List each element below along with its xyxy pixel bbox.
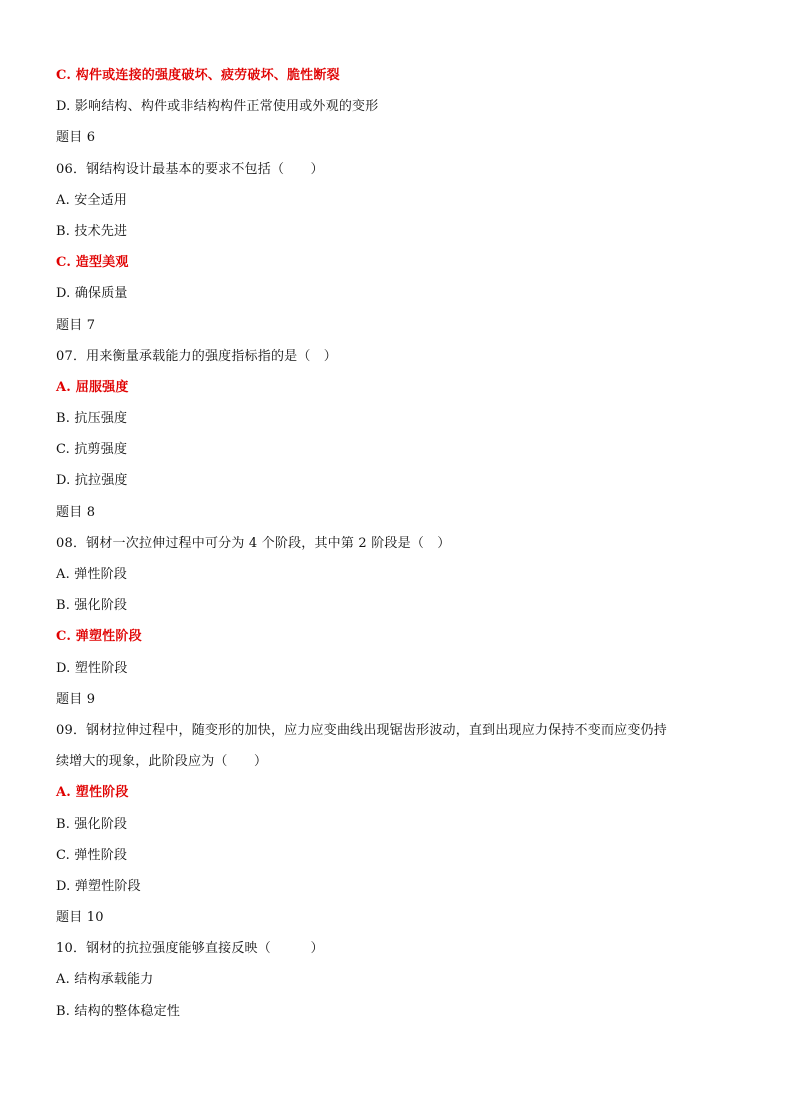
question-text: 10．钢材的抗拉强度能够直接反映（ ）: [56, 941, 324, 957]
option-line: B. 结构的整体稳定性: [56, 1003, 181, 1019]
answer-line: A. 屈服强度: [56, 379, 129, 395]
question-number: 题目 8: [56, 504, 96, 520]
answer-line: C. 造型美观: [56, 255, 129, 271]
option-line: C. 抗剪强度: [56, 442, 128, 458]
answer-line: C. 弹塑性阶段: [56, 629, 142, 645]
option-line: D. 塑性阶段: [56, 660, 128, 676]
question-number: 题目 9: [56, 691, 96, 707]
option-line: A. 弹性阶段: [56, 567, 128, 582]
option-line: B. 强化阶段: [56, 598, 128, 614]
option-line: A. 安全适用: [56, 192, 128, 208]
option-line: A. 结构承载能力: [56, 972, 154, 988]
question-number: 题目 6: [56, 130, 96, 146]
question-text: 07．用来衡量承载能力的强度指标指的是（ ）: [56, 348, 337, 364]
option-line: B. 强化阶段: [56, 816, 128, 832]
question-number: 题目 10: [56, 910, 104, 926]
option-line: B. 抗压强度: [56, 411, 128, 427]
document-page: [56, 60, 746, 1027]
option-line: C. 弹性阶段: [56, 847, 128, 863]
question-text: 08．钢材一次拉伸过程中可分为 4 个阶段，其中第 2 阶段是（ ）: [56, 535, 451, 551]
answer-line: A. 塑性阶段: [56, 785, 129, 801]
question-text: 06．钢结构设计最基本的要求不包括（ ）: [56, 161, 324, 177]
question-text-continued: 续增大的现象，此阶段应为（ ）: [56, 754, 268, 770]
option-line: D. 弹塑性阶段: [56, 878, 141, 894]
question-number: 题目 7: [56, 317, 96, 333]
option-line: D. 影响结构、构件或非结构构件正常使用或外观的变形: [56, 99, 379, 115]
answer-line: C. 构件或连接的强度破坏、疲劳破坏、脆性断裂: [56, 68, 340, 83]
option-line: D. 确保质量: [56, 286, 128, 302]
option-line: D. 抗拉强度: [56, 473, 128, 489]
question-text: 09．钢材拉伸过程中，随变形的加快，应力应变曲线出现锯齿形波动，直到出现应力保持不变而应变仍持: [56, 722, 667, 738]
option-line: B. 技术先进: [56, 223, 128, 239]
